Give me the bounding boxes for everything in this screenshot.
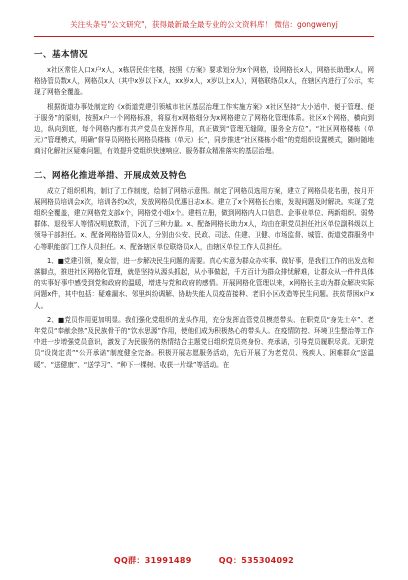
section-heading: 二、网格化推进举措、开展成效及特色 [34,170,188,181]
banner-divider [34,36,374,37]
contact-footer [0,555,408,566]
section-basic-info [34,49,374,158]
section-heading: 一、基本情况 [34,50,89,60]
section-measures [34,170,374,371]
qq-group-number: QQ群：31991489 [113,556,192,565]
promo-banner: 关注头条号"公文研究"，获得最新最全最专业的公文资料库！ 微信：gongwenyj [70,20,338,29]
paragraph: x社区常住人口x户x人，x栋居民住宅楼，按照《方案》要求划分为x个网格，设网格长x人，网格长助理x人，网格协管员数x人，网格员x人（其中x岁以下x人，xx岁x人，x岁以上x人），网格联络员x人，在辖区内进行了公示，实现了网格全覆盖。 [34,66,374,97]
paragraph: 2、■党员作用更加明显。我们强化党组织的龙头作用，充分发挥直管党员模范带头、在职党员“身先士卒”、老年党员“奉献余热”及民族骨干的“饮水思源”作用，使他们成为积极热心的带头人。在疫情防控、环境卫生整治等工作中进一步增强党员意识，激发了为民服务的热情结合主题党日组织党员亮身份、亮承诺，引导党员履职尽责。无职党员“设岗定责”“公开承诺”制度健全完备。积极开展志愿服务活动，先后开展了为老党员、残疾人、困难群众“送温暖”、“送健康”、“送学习”、“种下一棵树、收获一片绿”等活动。在 [34,315,374,369]
paragraph: 1、■党建引领，聚众智，进一步解决民生问题的需要。真心实意为群众办实事、做好事，是我们工作的出发点和落脚点，推进社区网格化管理，就是坚持从源头抓起，从小事做起，千方百计为群众排忧解难，让群众从一件件具体的实事好事中感受到党和政府的温暖，增进与党和政府的感情。开展网格化管理以来，x网格长主动为群众解决实际问题x件，其中包括：疑难漏水、邻里纠纷调解、协助失能人员疫苗接种、老旧小区改造等民生问题。扶贫帮困x户x人。 [34,256,374,310]
paragraph: 根据街道办事处制定的《x街道党建引领城市社区基层治理工作实施方案》x社区坚持“大小适中、便于管理、便于服务”的原则，按照x户一个网格标准，将原有x网格细分为x网格建立了网格化管理体系。社区x个网格，横向到边，纵向到底，每个网格内都有共产党员在发挥作用，真正做到“管理无缝隙，服务全方位”。“社区网格楼栋（单元）”管理模式，明确“督导员网格长网格员楼栋（单元）长”，同步推进“社区楼栋小组”的党组织设置模式，随时随地商讨化解社区疑难问题，有效提升党组织快速响应、服务群众精准落实的基层治理。 [34,102,374,156]
qq-number: QQ：535304092 [218,556,295,565]
paragraph: 成立了组织机构，制订了工作制度，绘制了网格示意图。制定了网格员选用方案，建立了网格员花名册，按月开展网格员培训会x次，培训各约x次，发放网格员优惠日志x本。建立了x个网格长台账，发现问题及时解决。实现了党组织全覆盖，建立网格党支部x个，网格党小组x个。建档立册，做到网格内人口信息、企事业单位、两新组织、弱势群体、退役军人等情况明底数清，下沉了三种力量。x、配备网格长助力x人，均由在职党员担任社区单位副科级以上领导干部担任。x、配备网格协管员x人，分别由公安、民政、司法、住建、卫健、市场监督、城管、街道党群服务中心等职能部门工作人员担任。x、配备辖区单位联络员x人，由辖区单位工作人员担任。 [34,186,374,251]
